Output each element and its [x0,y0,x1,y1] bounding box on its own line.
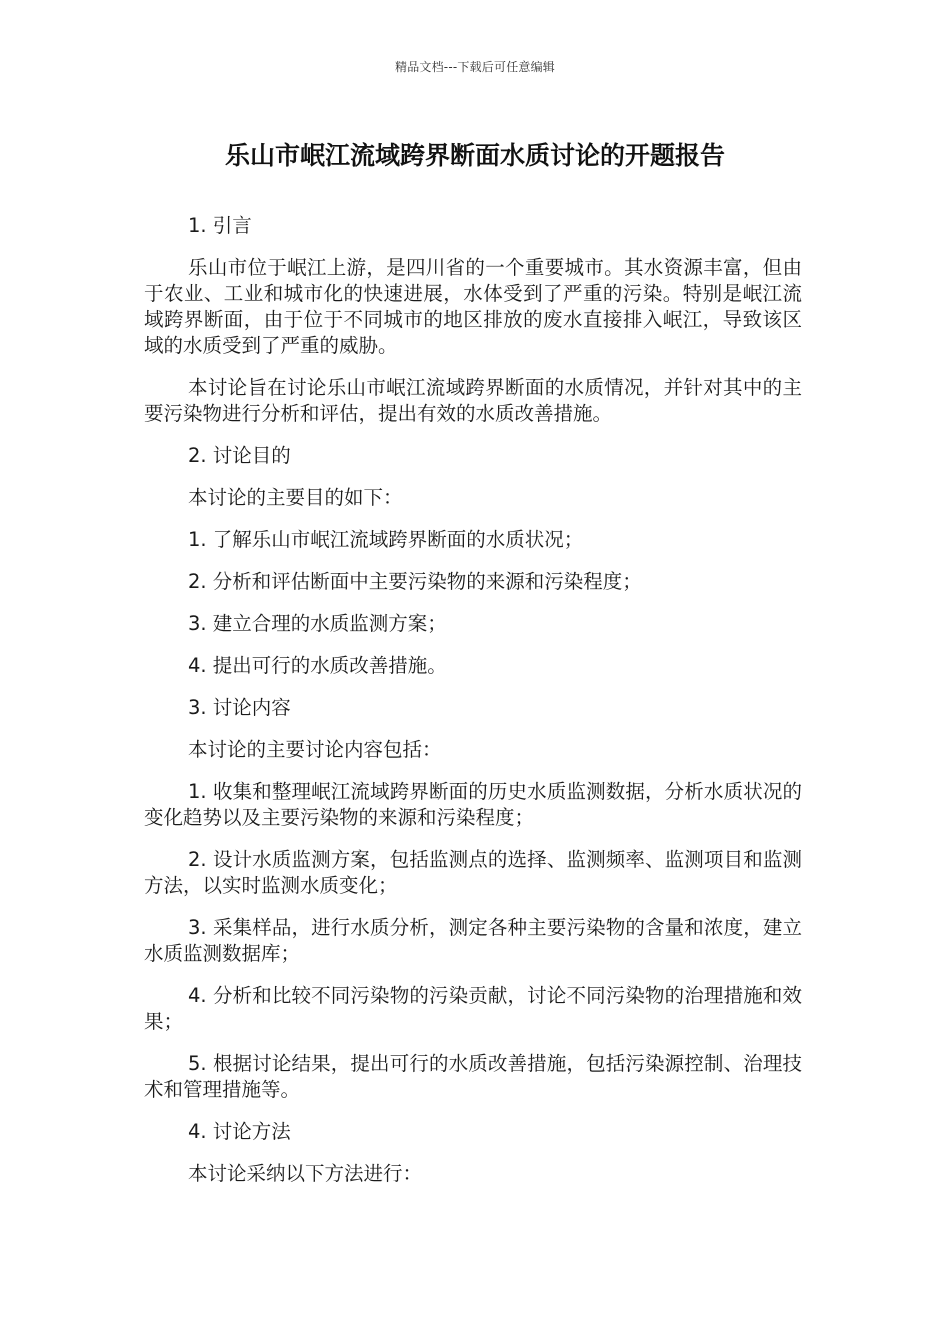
list-item-objective-1: 1. 了解乐山市岷江流域跨界断面的水质状况； [188,528,584,551]
list-item-content-1: 1. 收集和整理岷江流域跨界断面的历史水质监测数据，分析水质状况的变化趋势以及主要污染物的来源和污染程度； [144,780,802,829]
list-item-objective-4: 4. 提出可行的水质改善措施。 [188,654,447,677]
list-item-content-2: 2. 设计水质监测方案，包括监测点的选择、监测频率、监测项目和监测方法，以实时监测水质变化； [144,848,802,897]
list-item-content-4: 4. 分析和比较不同污染物的污染贡献，讨论不同污染物的治理措施和效果； [144,984,802,1033]
list-item-content-3: 3. 采集样品，进行水质分析，测定各种主要污染物的含量和浓度，建立水质监测数据库； [144,916,802,965]
paragraph-background: 乐山市位于岷江上游，是四川省的一个重要城市。其水资源丰富，但由于农业、工业和城市化的快速进展，水体受到了严重的污染。特别是岷江流域跨界断面，由于位于不同城市的地区排放的废水直接排入岷江，导致该区域的水质受到了严重的威胁。 [144,256,802,357]
paragraph-methods-intro: 本讨论采纳以下方法进行： [188,1162,423,1185]
section-heading-methods: 4. 讨论方法 [188,1120,291,1143]
section-heading-objectives: 2. 讨论目的 [188,444,291,467]
list-item-objective-3: 3. 建立合理的水质监测方案； [188,612,447,635]
paragraph-objectives-intro: 本讨论的主要目的如下： [188,486,403,509]
paragraph-content-intro: 本讨论的主要讨论内容包括： [188,738,442,761]
document-title: 乐山市岷江流域跨界断面水质讨论的开题报告 [224,141,725,170]
section-heading-introduction: 1. 引言 [188,214,252,237]
paragraph-purpose: 本讨论旨在讨论乐山市岷江流域跨界断面的水质情况，并针对其中的主要污染物进行分析和评估，提出有效的水质改善措施。 [144,376,802,425]
header-note: 精品文档---下载后可任意编辑 [395,60,555,74]
list-item-content-5: 5. 根据讨论结果，提出可行的水质改善措施，包括污染源控制、治理技术和管理措施等。 [144,1052,802,1101]
list-item-objective-2: 2. 分析和评估断面中主要污染物的来源和污染程度； [188,570,642,593]
document-body [144,213,802,1203]
section-heading-content: 3. 讨论内容 [188,696,291,719]
